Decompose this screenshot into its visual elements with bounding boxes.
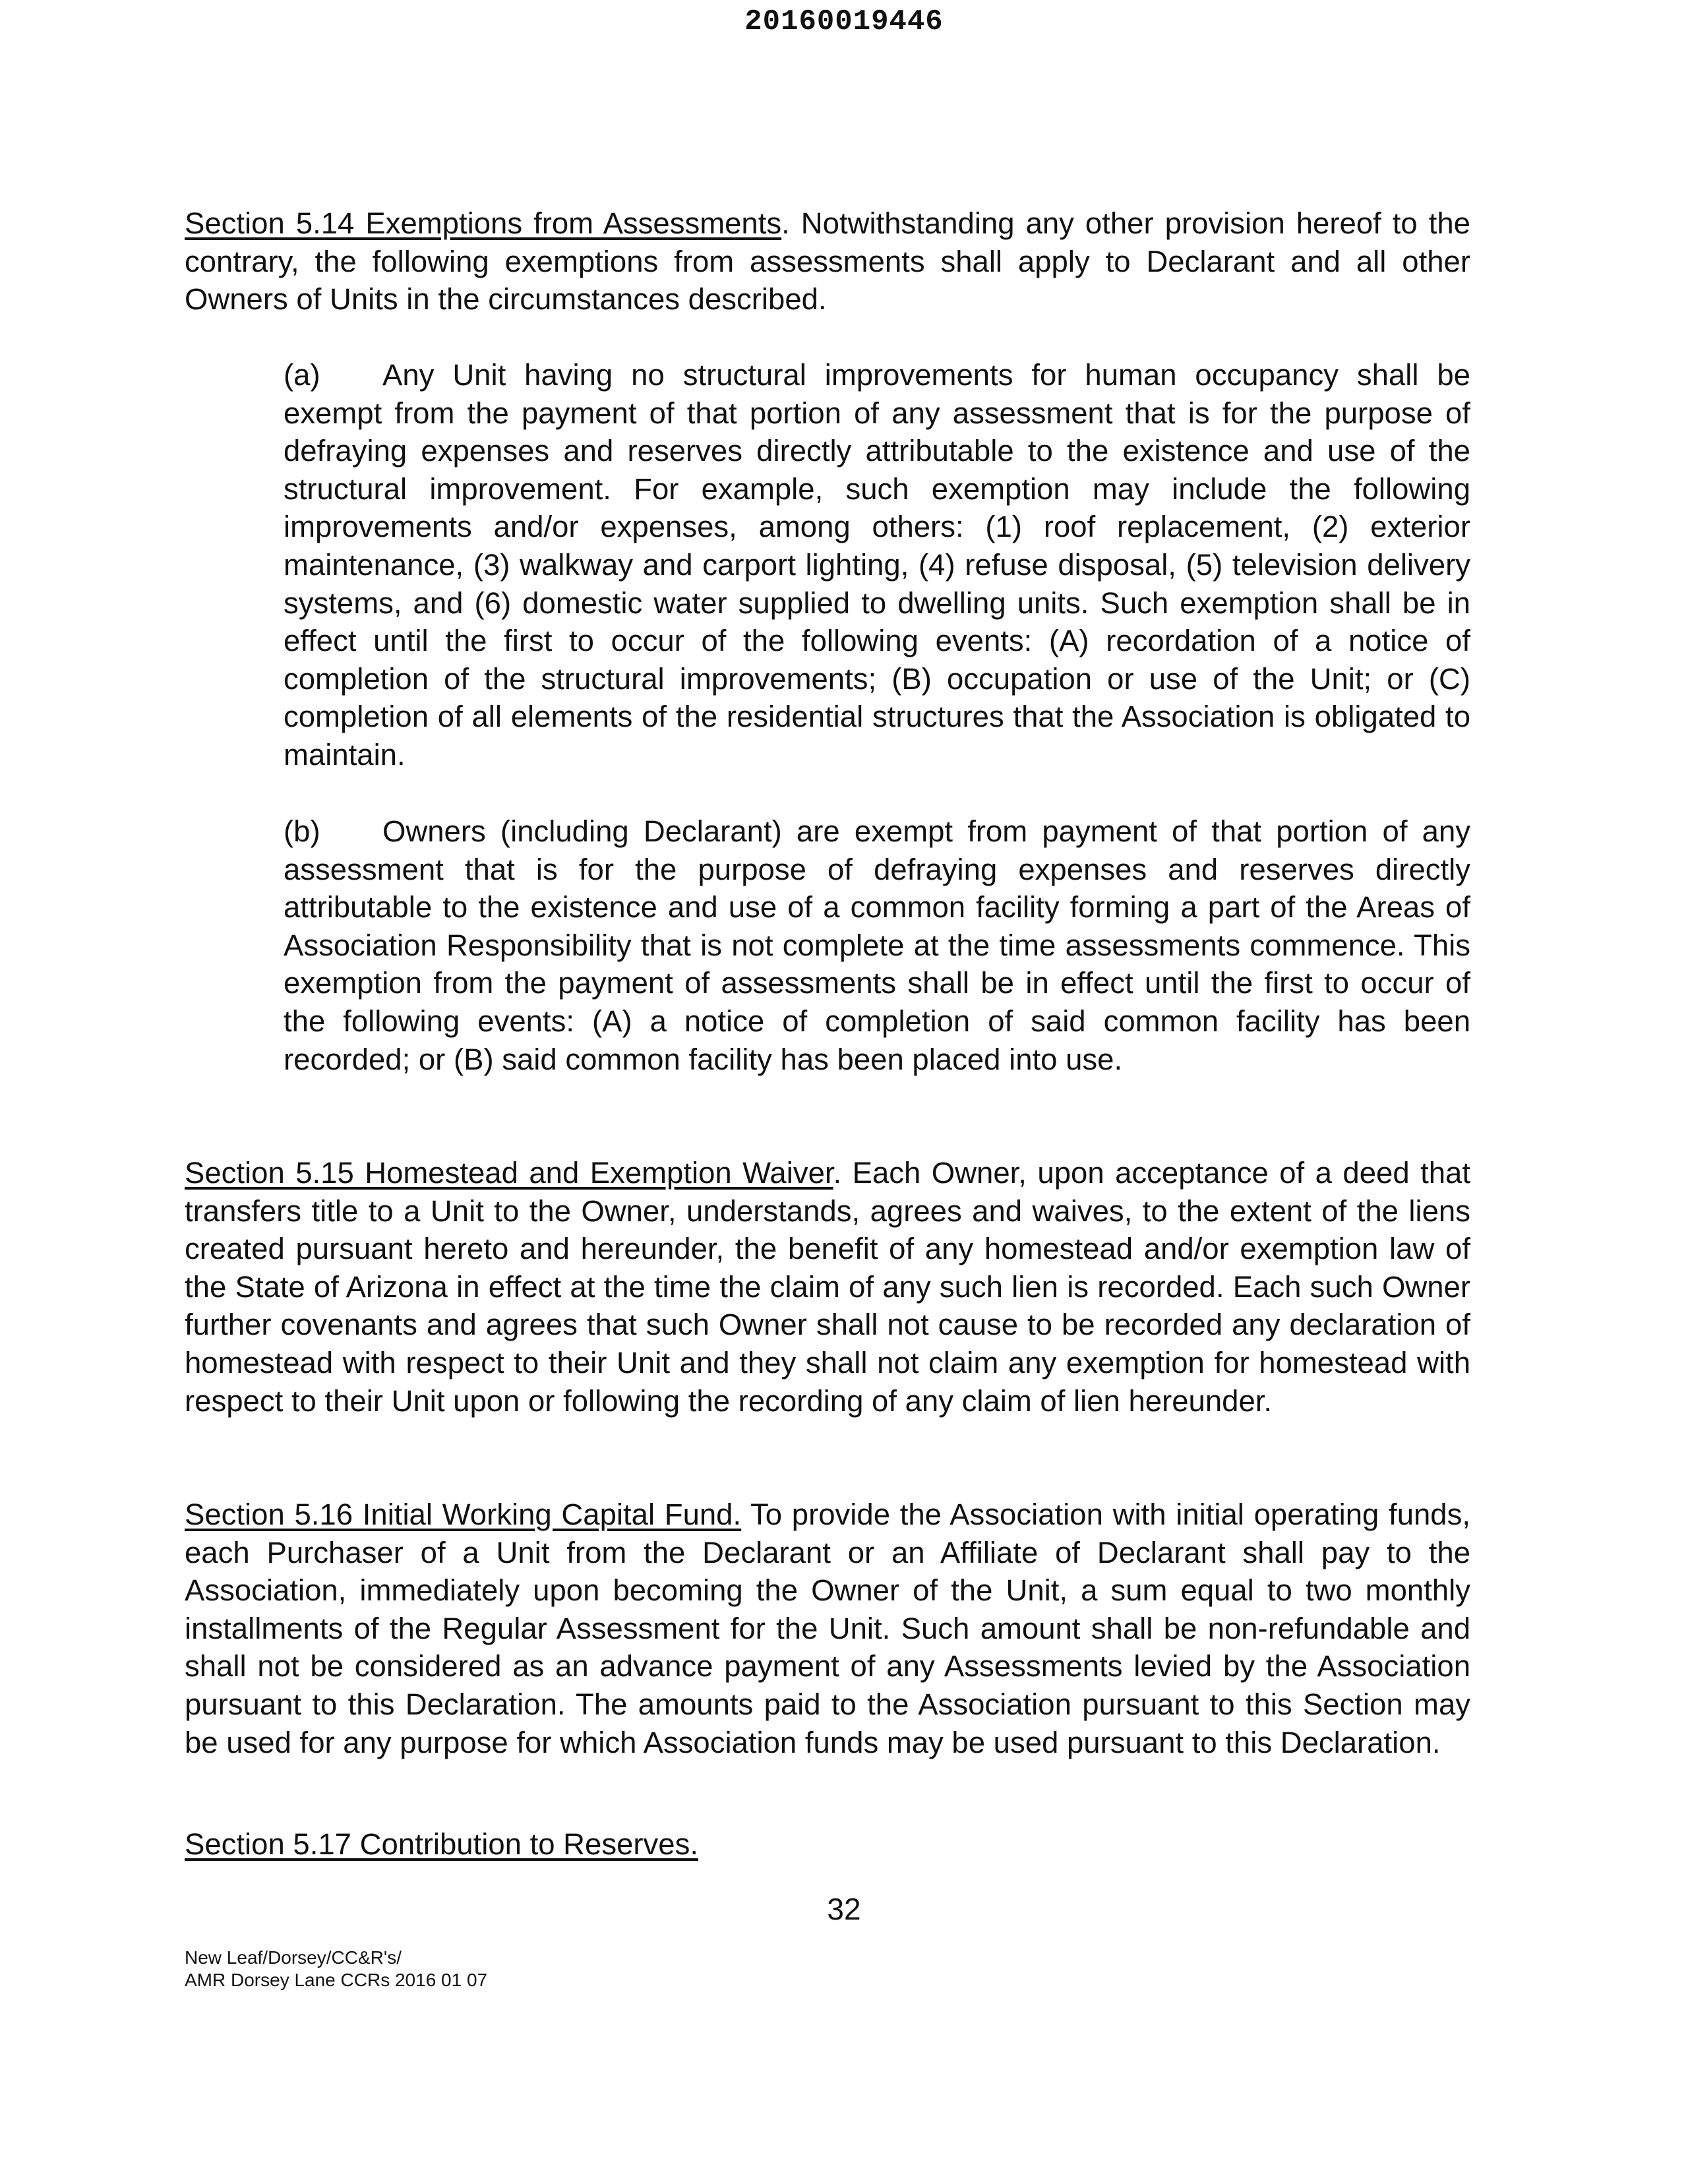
subsection-label-a: (a) xyxy=(284,358,320,392)
footer-line-1: New Leaf/Dorsey/CC&R's/ xyxy=(185,1947,402,1968)
section-5-15-heading-punct: . xyxy=(833,1156,842,1190)
section-5-16-body: To provide the Association with initial operating funds, each Purchaser of a Unit from the Declarant or an Affiliate of Declarant shall pay to the Association, immediately upon becoming the Owner of the Unit, a sum equal to two monthly installments of the Regular Assessment for the Unit. Such amount shall be non-refundable and shall not be considered as an advance payment of any Assessments levied by the Association pursuant to this Declaration. The amounts paid to the Association pursuant to this Section may be used for any purpose for which Association funds may be used pursuant to this Declaration. xyxy=(185,1498,1470,1759)
footer xyxy=(185,1947,487,1991)
section-5-15 xyxy=(185,1154,1470,1420)
section-5-17-heading: Section 5.17 Contribution to Reserves. xyxy=(185,1827,698,1861)
section-5-14-a-body: Any Unit having no structural improvements for human occupancy shall be exempt from the payment of that portion of any assessment that is for the purpose of defraying expenses and reserves directly attributable to the existence and use of the structural improvement. For example, such exemption may include the following improvements and/or expenses, among others: (1) roof replacement, (2) exterior maintenance, (3) walkway and carport lighting, (4) refuse disposal, (5) television delivery systems, and (6) domestic water supplied to dwelling units. Such exemption shall be in effect until the first to occur of the following events: (A) recordation of a notice of completion of the structural improvements; (B) occupation or use of the Unit; or (C) completion of all elements of the residential structures that the Association is obligated to maintain. xyxy=(284,358,1470,772)
subsection-label-b: (b) xyxy=(284,814,320,848)
section-5-15-body: Each Owner, upon acceptance of a deed that transfers title to a Unit to the Owner, understands, agrees and waives, to the extent of the liens created pursuant hereto and hereunder, the benefit of any homestead and/or exemption law of the State of Arizona in effect at the time the claim of any such lien is recorded. Each such Owner further covenants and agrees that such Owner shall not cause to be recorded any declaration of homestead with respect to their Unit and they shall not claim any exemption for homestead with respect to their Unit upon or following the recording of any claim of lien hereunder. xyxy=(185,1156,1470,1418)
section-5-14-a xyxy=(284,356,1470,774)
footer-line-2: AMR Dorsey Lane CCRs 2016 01 07 xyxy=(185,1970,488,1990)
section-5-14 xyxy=(185,204,1470,318)
section-5-14-body: Notwithstanding any other provision hereof to the contrary, the following exemptions from assessments shall apply to Declarant and all other Owners of Units in the circumstances described. xyxy=(185,206,1470,317)
page-number: 32 xyxy=(827,1892,861,1926)
section-5-14-heading-punct: . xyxy=(781,206,790,240)
section-5-16 xyxy=(185,1496,1470,1761)
section-5-16-heading: Section 5.16 Initial Working Capital Fund. xyxy=(185,1498,742,1531)
section-5-17 xyxy=(185,1825,1470,1864)
section-5-14-heading: Section 5.14 Exemptions from Assessments xyxy=(185,206,782,240)
section-5-14-b xyxy=(284,812,1470,1078)
recording-number: 20160019446 xyxy=(744,5,944,38)
section-5-14-b-body: Owners (including Declarant) are exempt from payment of that portion of any assessment that is for the purpose of defraying expenses and reserves directly attributable to the existence and use of a common facility forming a part of the Areas of Association Responsibility that is not complete at the time assessments commence. This exemption from the payment of assessments shall be in effect until the first to occur of the following events: (A) a notice of completion of said common facility has been recorded; or (B) said common facility has been placed into use. xyxy=(284,814,1470,1076)
section-5-15-heading: Section 5.15 Homestead and Exemption Waiver xyxy=(185,1156,833,1190)
